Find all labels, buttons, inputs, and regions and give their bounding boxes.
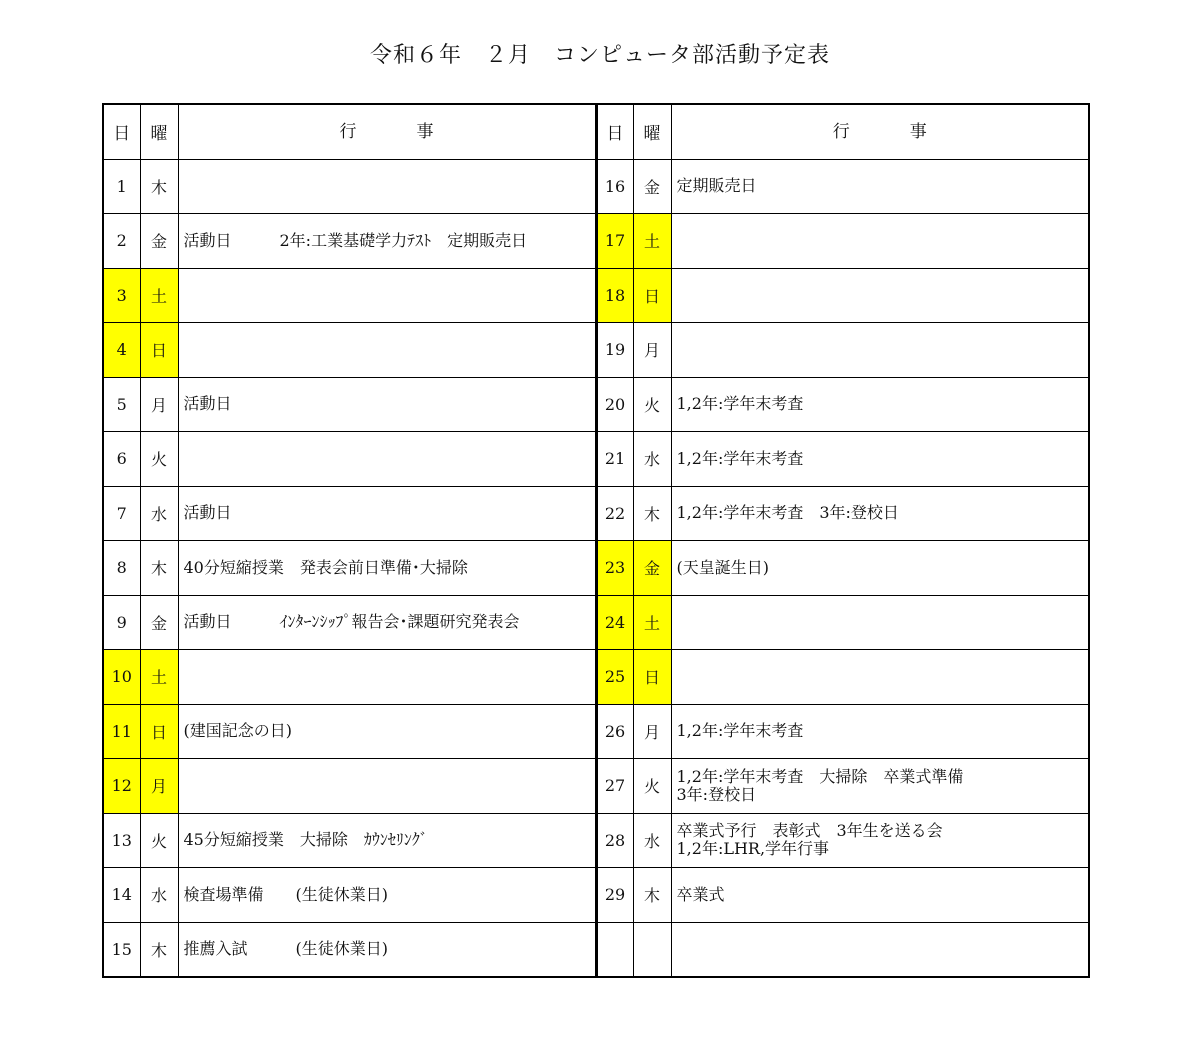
weekday-cell: 金 <box>633 159 671 214</box>
table-row <box>103 486 1089 541</box>
day-cell: 19 <box>596 323 633 378</box>
table-row <box>103 759 1089 814</box>
day-cell: 4 <box>103 323 140 378</box>
event-cell <box>671 650 1089 705</box>
table-row <box>103 704 1089 759</box>
event-cell <box>178 759 596 814</box>
weekday-cell: 木 <box>633 486 671 541</box>
event-cell <box>178 813 596 868</box>
day-cell: 11 <box>103 704 140 759</box>
weekday-cell: 木 <box>633 868 671 923</box>
event-cell <box>671 759 1089 814</box>
weekday-cell: 土 <box>633 595 671 650</box>
day-cell: 23 <box>596 541 633 596</box>
header-event-right: 行事 <box>671 104 1089 159</box>
event-cell <box>671 813 1089 868</box>
event-line: (建国記念の日) <box>183 721 292 741</box>
table-row <box>103 432 1089 487</box>
weekday-cell: 月 <box>633 323 671 378</box>
day-cell: 13 <box>103 813 140 868</box>
weekday-cell: 月 <box>140 759 178 814</box>
event-cell <box>178 377 596 432</box>
weekday-cell: 土 <box>633 214 671 269</box>
event-line: 活動日 <box>183 503 232 523</box>
weekday-cell: 日 <box>140 323 178 378</box>
event-line: 定期販売日 <box>676 176 757 196</box>
event-cell <box>178 159 596 214</box>
event-cell <box>178 868 596 923</box>
event-cell <box>178 595 596 650</box>
table-row <box>103 268 1089 323</box>
table-row <box>103 868 1089 923</box>
event-line: 卒業式 <box>676 884 725 904</box>
weekday-cell: 金 <box>140 214 178 269</box>
table-row <box>103 323 1089 378</box>
day-cell: 12 <box>103 759 140 814</box>
day-cell: 14 <box>103 868 140 923</box>
weekday-cell: 金 <box>140 595 178 650</box>
event-line: 1,2年:LHR,学年行事 <box>676 839 830 859</box>
event-cell <box>671 704 1089 759</box>
day-cell: 27 <box>596 759 633 814</box>
day-cell: 9 <box>103 595 140 650</box>
event-line: 1,2年:学年末考査 <box>676 394 804 414</box>
day-cell: 8 <box>103 541 140 596</box>
event-line: 1,2年:学年末考査 3年:登校日 <box>676 503 899 523</box>
table-row <box>103 595 1089 650</box>
day-cell: 15 <box>103 922 140 977</box>
event-cell <box>671 541 1089 596</box>
event-cell <box>671 432 1089 487</box>
weekday-cell <box>633 922 671 977</box>
weekday-cell: 日 <box>633 650 671 705</box>
event-line: 推薦入試 (生徒休業日) <box>183 939 388 959</box>
weekday-cell: 火 <box>633 377 671 432</box>
event-cell <box>178 268 596 323</box>
weekday-cell: 日 <box>633 268 671 323</box>
event-cell <box>178 650 596 705</box>
weekday-cell: 火 <box>140 813 178 868</box>
weekday-cell: 火 <box>140 432 178 487</box>
day-cell: 26 <box>596 704 633 759</box>
day-cell: 10 <box>103 650 140 705</box>
weekday-cell: 日 <box>140 704 178 759</box>
day-cell: 2 <box>103 214 140 269</box>
event-cell <box>178 486 596 541</box>
day-cell: 21 <box>596 432 633 487</box>
day-cell: 1 <box>103 159 140 214</box>
header-event: 行事 <box>178 104 596 159</box>
weekday-cell: 水 <box>633 432 671 487</box>
event-cell <box>671 268 1089 323</box>
weekday-cell: 月 <box>140 377 178 432</box>
table-row <box>103 922 1089 977</box>
table-row <box>103 541 1089 596</box>
weekday-cell: 水 <box>633 813 671 868</box>
day-cell: 3 <box>103 268 140 323</box>
event-line: 活動日 ｲﾝﾀｰﾝｼｯﾌﾟ報告会･課題研究発表会 <box>183 612 520 632</box>
weekday-cell: 月 <box>633 704 671 759</box>
weekday-cell: 水 <box>140 486 178 541</box>
header-row <box>103 104 1089 159</box>
weekday-cell: 木 <box>140 541 178 596</box>
schedule-table <box>102 103 1090 978</box>
event-cell <box>671 214 1089 269</box>
weekday-cell: 火 <box>633 759 671 814</box>
event-line: 活動日 <box>183 394 232 414</box>
day-cell: 16 <box>596 159 633 214</box>
event-cell <box>178 704 596 759</box>
event-cell <box>178 323 596 378</box>
event-cell <box>178 432 596 487</box>
event-line: 1,2年:学年末考査 大掃除 卒業式準備 <box>676 766 964 786</box>
header-day: 日 <box>103 104 140 159</box>
table-row <box>103 650 1089 705</box>
header-dow-right: 曜 <box>633 104 671 159</box>
table-row <box>103 159 1089 214</box>
event-cell <box>671 595 1089 650</box>
event-cell <box>671 922 1089 977</box>
event-cell <box>671 159 1089 214</box>
day-cell: 29 <box>596 868 633 923</box>
header-day-right: 日 <box>596 104 633 159</box>
header-dow: 曜 <box>140 104 178 159</box>
day-cell: 24 <box>596 595 633 650</box>
event-cell <box>178 541 596 596</box>
event-line: 40分短縮授業 発表会前日準備･大掃除 <box>183 557 468 577</box>
day-cell: 5 <box>103 377 140 432</box>
day-cell: 20 <box>596 377 633 432</box>
event-line: 1,2年:学年末考査 <box>676 448 804 468</box>
weekday-cell: 土 <box>140 268 178 323</box>
event-cell <box>671 377 1089 432</box>
table-row <box>103 813 1089 868</box>
weekday-cell: 木 <box>140 922 178 977</box>
table-row <box>103 377 1089 432</box>
event-line: 45分短縮授業 大掃除 ｶｳﾝｾﾘﾝｸﾞ <box>183 830 428 850</box>
day-cell: 22 <box>596 486 633 541</box>
day-cell: 17 <box>596 214 633 269</box>
weekday-cell: 木 <box>140 159 178 214</box>
weekday-cell: 金 <box>633 541 671 596</box>
event-cell <box>671 323 1089 378</box>
event-cell <box>178 922 596 977</box>
event-line: 検査場準備 (生徒休業日) <box>183 884 388 904</box>
event-line: 卒業式予行 表彰式 3年生を送る会 <box>676 821 943 841</box>
event-line: 活動日 2年:工業基礎学力ﾃｽﾄ 定期販売日 <box>183 230 528 250</box>
event-cell <box>671 486 1089 541</box>
event-line: 3年:登校日 <box>676 784 757 804</box>
page-title: 令和６年 ２月 コンピュータ部活動予定表 <box>369 43 830 68</box>
event-cell <box>178 214 596 269</box>
day-cell: 28 <box>596 813 633 868</box>
day-cell: 6 <box>103 432 140 487</box>
day-cell <box>596 922 633 977</box>
table-row <box>103 214 1089 269</box>
event-line: 1,2年:学年末考査 <box>676 721 804 741</box>
weekday-cell: 水 <box>140 868 178 923</box>
day-cell: 18 <box>596 268 633 323</box>
day-cell: 7 <box>103 486 140 541</box>
event-line: (天皇誕生日) <box>676 557 769 577</box>
weekday-cell: 土 <box>140 650 178 705</box>
event-cell <box>671 868 1089 923</box>
day-cell: 25 <box>596 650 633 705</box>
